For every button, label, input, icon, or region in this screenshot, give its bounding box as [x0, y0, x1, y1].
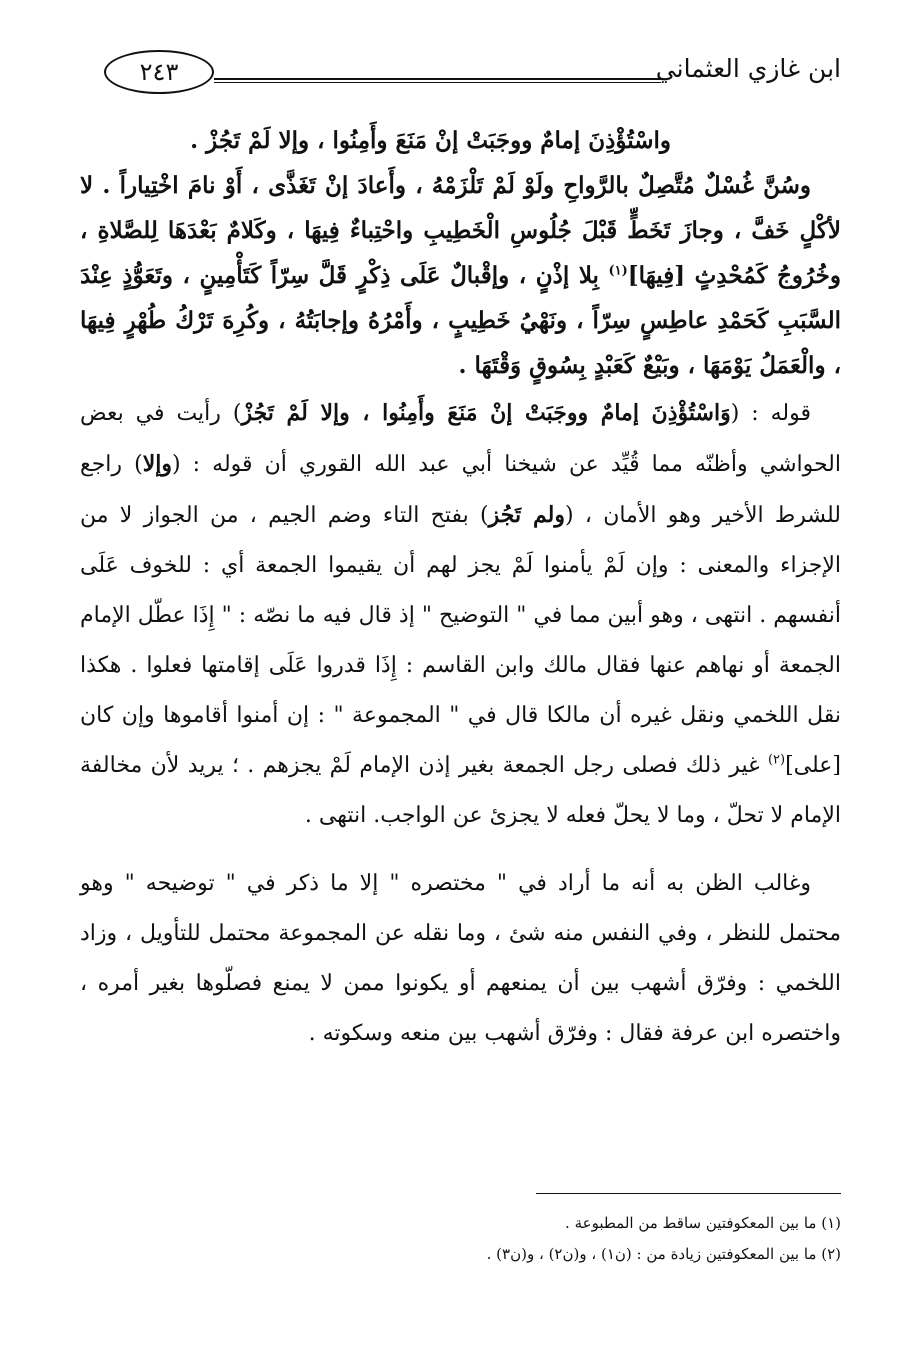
footnote-1: (١) ما بين المعكوفتين ساقط من المطبوعة .: [565, 1214, 841, 1232]
footnote-ref-2[interactable]: (٢): [767, 752, 786, 768]
quoted-matn: وإلا: [142, 451, 173, 477]
commentary-paragraph-1: [80, 388, 841, 841]
commentary-text: غير ذلك فصلى رجل الجمعة بغير إذن الإمام لَمْ يجزهم . ؛ يريد لأن مخالفة الإمام لا تحلّ ، وما لا يحلّ فعله لا يجزئ عن الواجب. انتهى .: [80, 753, 841, 828]
commentary-paragraph-2: وغالب الظن به أنه ما أراد في " مختصره " إلا ما ذكر في " توضيحه " وهو محتمل للنظر ، وفي النفس منه شئ ، وما نقله عن المجموعة محتمل للتأويل ، وزاد اللخمي : وفرّق أشهب بين أن يمنعهم أو يكونوا ممن لا يمنع فصلّوها بغير أمره ، واختصره ابن عرفة فقال : وفرّق أشهب بين منعه وسكوته .: [80, 871, 841, 1046]
header-rule: [214, 78, 661, 83]
quoted-matn: ولم تَجُز: [488, 502, 565, 528]
footnote-2: (٢) ما بين المعكوفتين زيادة من : (ن١) ، و(ن٢) ، و(ن٣) .: [486, 1245, 841, 1263]
matn-line-1: واسْتُؤْذِنَ إمامٌ ووجَبَتْ إنْ مَنَعَ وأَمِنُوا ، وإلا لَمْ تَجُزْ .: [190, 127, 671, 154]
commentary-text: ) راجع للشرط الأخير وهو الأمان ، (: [80, 452, 842, 528]
footnote-separator: [536, 1193, 841, 1194]
matn-paragraph-2: [80, 163, 841, 388]
quoted-matn: وَاسْتُؤْذِنَ إمامٌ ووجَبَتْ إنْ مَنَعَ وأَمِنُوا ، وإلا لَمْ تَجُزْ: [241, 400, 731, 426]
commentary-text: ) رأيت في بعض الحواشي وأظنّه مما قُيِّد عن شيخنا أبي عبد الله القوري أن قوله : (: [80, 401, 841, 477]
page-body: [80, 118, 841, 1059]
commentary-text: ) بفتح التاء وضم الجيم ، من الجواز لا من الإجزاء والمعنى : وإن لَمْ يأمنوا لَمْ يجز لهم أن يقيموا الجمعة أي : للخوف عَلَى أنفسهم . انتهى ، وهو أبين مما في " التوضيح " إذ قال فيه ما نصّه : " إِذَا عطّل الإمام الجمعة أو نهاهم عنها فقال مالك وابن القاسم : إِذَا قدروا عَلَى إقامتها فعلوا . هكذا نقل اللخمي ونقل غيره أن مالكا قال في " المجموعة " : إن أمنوا أقاموها وإن كان [على]: [80, 503, 841, 778]
matn-text-2b: بِلا إذْنٍ ، وإقْبالٌ عَلَى ذِكْرٍ قَلَّ سِرّاً كَتَأْمِينٍ ، وتَعَوُّذٍ عِنْدَ السَّبَبِ كَحَمْدِ عاطِسٍ سِرّاً ، ونَهْيُ خَطِيبٍ ، وأَمْرُهُ وإجابَتُهُ ، وكُرِهَ تَرْكُ طُهْرٍ فِيهَا ، والْعَمَلُ يَوْمَهَا ، وبَيْعٌ كَعَبْدٍ بِسُوقٍ وَقْتَهَا .: [80, 262, 841, 379]
commentary-text: قوله : (: [730, 401, 811, 426]
matn-text-2a: وسُنَّ غُسْلٌ مُتَّصِلٌ بالرَّواحِ ولَوْ لَمْ تَلْزَمْهُ ، وأَعادَ إنْ تَغَذَّى ، أَوْ نامَ اخْتِياراً . لا لأكْلٍ خَفَّ ، وجازَ تَخَطٍّ قَبْلَ جُلُوسِ الْخَطِيبِ واحْتِباءٌ فِيهَا ، وكَلامٌ بَعْدَهَا لِلصَّلاةِ ، وخُرُوجُ كَمُحْدِثٍ [فِيهَا]: [80, 172, 841, 289]
running-title: ابن غازي العثماني: [655, 54, 841, 83]
footnotes: [80, 1208, 841, 1270]
page-number: ٢٤٣: [104, 50, 214, 94]
footnote-ref-1[interactable]: (١): [608, 263, 628, 279]
page-header: [100, 48, 841, 104]
